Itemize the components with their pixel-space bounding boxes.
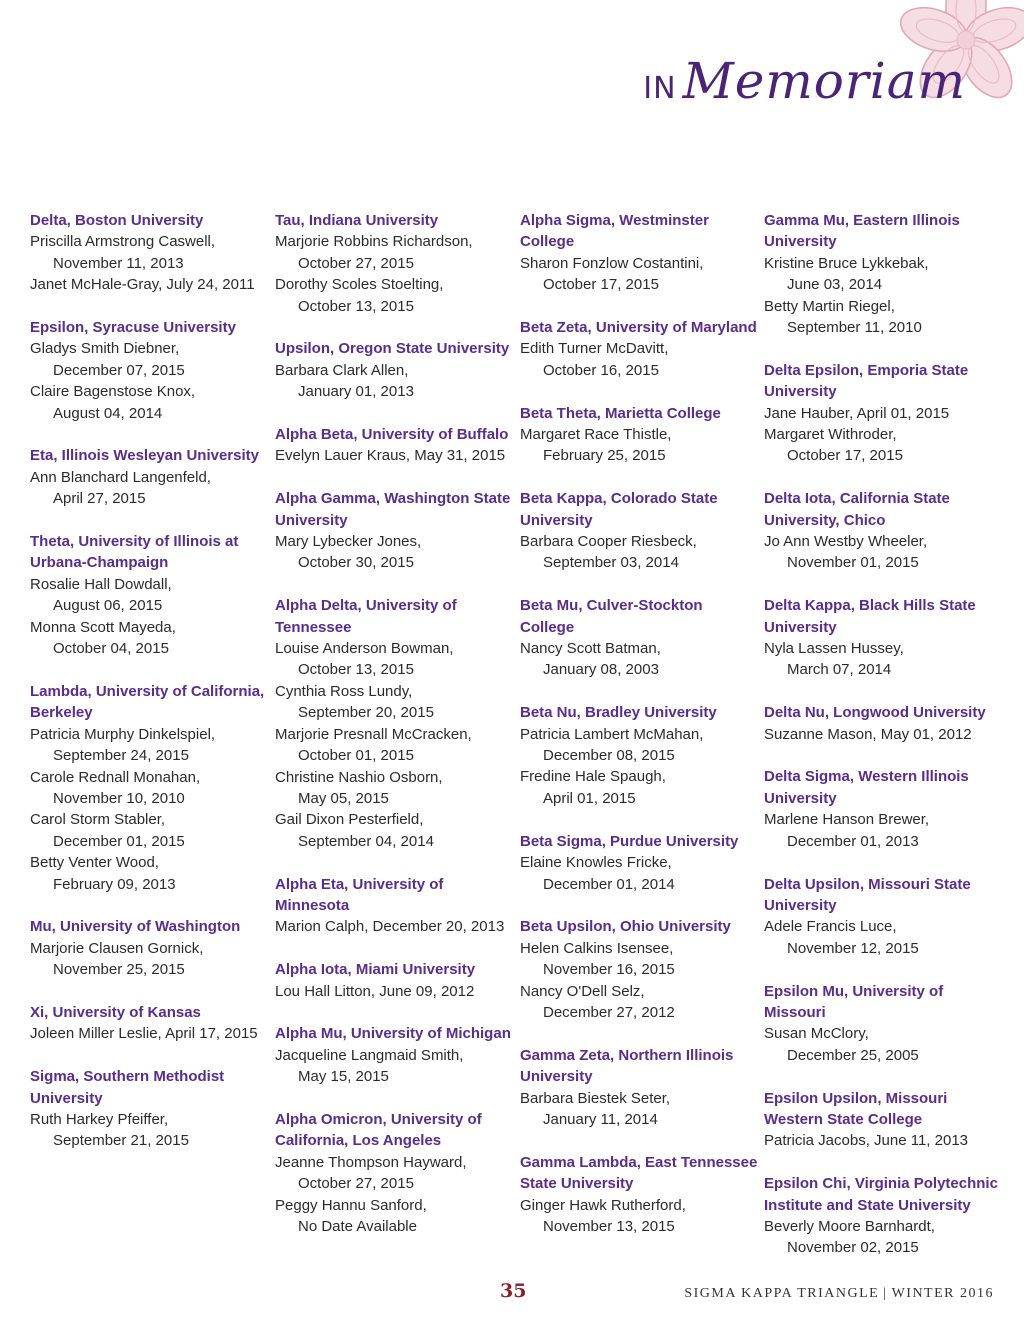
death-date: February 09, 2013 bbox=[53, 875, 176, 893]
memorial-entry bbox=[30, 724, 270, 767]
chapter-title: Lambda, University of California, Berkeley bbox=[30, 682, 265, 722]
chapter-title: Tau, Indiana University bbox=[275, 212, 439, 229]
memorial-entry bbox=[275, 1152, 515, 1195]
member-name: Barbara Biestek Seter, bbox=[520, 1089, 671, 1107]
chapter-section bbox=[30, 445, 270, 509]
chapter-title: Delta Upsilon, Missouri State University bbox=[764, 875, 971, 914]
memorial-entry bbox=[764, 638, 1004, 681]
member-name: Ann Blanchard Langenfeld, bbox=[30, 468, 211, 486]
page-header bbox=[643, 52, 966, 110]
memorial-entry bbox=[764, 424, 1004, 467]
chapter-title: Eta, Illinois Wesleyan University bbox=[30, 447, 259, 465]
chapter-title: Beta Mu, Culver-Stockton College bbox=[520, 597, 703, 636]
chapter-section bbox=[275, 959, 515, 1002]
header-prefix: IN bbox=[643, 71, 677, 106]
death-date: October 27, 2015 bbox=[298, 254, 414, 272]
death-date: October 17, 2015 bbox=[787, 447, 903, 465]
member-name: Janet McHale-Gray, July 24, 2011 bbox=[30, 276, 255, 294]
member-name: Marlene Hanson Brewer, bbox=[764, 811, 930, 829]
chapter-title: Alpha Delta, University of Tennessee bbox=[275, 597, 457, 636]
member-name: Adele Francis Luce, bbox=[764, 918, 897, 936]
death-date: January 01, 2013 bbox=[298, 383, 414, 401]
chapter-section bbox=[520, 1152, 760, 1238]
death-date: December 08, 2015 bbox=[543, 747, 675, 765]
chapter-title: Beta Kappa, Colorado State University bbox=[520, 490, 718, 529]
member-name: Gladys Smith Diebner, bbox=[30, 340, 180, 358]
member-name: Priscilla Armstrong Caswell, bbox=[30, 233, 216, 251]
chapter-section bbox=[275, 424, 515, 467]
death-date: September 03, 2014 bbox=[543, 554, 679, 572]
memorial-entry bbox=[30, 231, 270, 274]
memorial-entry bbox=[764, 1023, 1004, 1066]
member-name: Patricia Lambert McMahan, bbox=[520, 725, 704, 743]
chapter-section bbox=[275, 1109, 515, 1237]
chapter-title: Delta Sigma, Western Illinois University bbox=[764, 768, 969, 807]
memorial-entry bbox=[275, 681, 515, 724]
death-date: February 25, 2015 bbox=[543, 447, 666, 465]
memorial-entry bbox=[30, 852, 270, 895]
chapter-title: Epsilon Chi, Virginia Polytechnic Institute and State University bbox=[764, 1175, 998, 1214]
member-name: Nancy O'Dell Selz, bbox=[520, 982, 645, 1000]
death-date: November 13, 2015 bbox=[543, 1217, 675, 1235]
chapter-title: Mu, University of Washington bbox=[30, 918, 241, 936]
memoriam-column bbox=[30, 210, 270, 1173]
chapter-title: Alpha Sigma, Westminster College bbox=[520, 212, 709, 251]
chapter-section bbox=[30, 1002, 270, 1045]
chapter-section bbox=[764, 981, 1004, 1067]
memorial-entry bbox=[30, 767, 270, 810]
chapter-section bbox=[30, 681, 270, 895]
chapter-title: Epsilon Mu, University of Missouri bbox=[764, 982, 944, 1021]
member-name: Kristine Bruce Lykkebak, bbox=[764, 254, 929, 272]
memorial-entry bbox=[764, 403, 1004, 424]
member-name: Margaret Race Thistle, bbox=[520, 426, 672, 444]
chapter-section bbox=[764, 874, 1004, 960]
member-name: Patricia Jacobs, June 11, 2013 bbox=[764, 1132, 969, 1150]
memorial-entry bbox=[520, 338, 760, 381]
memorial-entry bbox=[30, 274, 270, 295]
death-date: November 16, 2015 bbox=[543, 961, 675, 979]
memorial-entry bbox=[275, 916, 515, 937]
chapter-title: Epsilon Upsilon, Missouri Western State College bbox=[764, 1089, 948, 1128]
chapter-title: Gamma Mu, Eastern Illinois University bbox=[764, 212, 960, 251]
page-number: 35 bbox=[500, 1280, 527, 1302]
chapter-section bbox=[764, 702, 1004, 745]
chapter-title: Gamma Zeta, Northern Illinois University bbox=[520, 1046, 734, 1086]
death-date: September 20, 2015 bbox=[298, 704, 434, 722]
memorial-entry bbox=[764, 809, 1004, 852]
chapter-section bbox=[520, 831, 760, 895]
memorial-entry bbox=[764, 724, 1004, 745]
member-name: Marjorie Presnall McCracken, bbox=[275, 725, 472, 743]
chapter-title: Beta Nu, Bradley University bbox=[520, 704, 717, 722]
memorial-entry bbox=[30, 617, 270, 660]
memorial-entry bbox=[30, 1023, 270, 1044]
memorial-entry bbox=[30, 467, 270, 510]
memoriam-columns bbox=[30, 210, 1010, 1270]
death-date: No Date Available bbox=[298, 1217, 417, 1235]
chapter-title: Beta Zeta, University of Maryland bbox=[520, 319, 757, 337]
death-date: December 01, 2013 bbox=[787, 832, 919, 850]
memorial-entry bbox=[520, 424, 760, 467]
member-name: Peggy Hannu Sanford, bbox=[275, 1196, 427, 1214]
chapter-section bbox=[520, 595, 760, 681]
chapter-section bbox=[275, 874, 515, 938]
memorial-entry bbox=[275, 638, 515, 681]
member-name: Cynthia Ross Lundy, bbox=[275, 682, 413, 700]
member-name: Marion Calph, December 20, 2013 bbox=[275, 918, 505, 936]
chapter-section bbox=[30, 916, 270, 980]
chapter-section bbox=[520, 210, 760, 296]
memorial-entry bbox=[275, 360, 515, 403]
chapter-title: Alpha Gamma, Washington State University bbox=[275, 490, 511, 529]
death-date: October 13, 2015 bbox=[298, 297, 414, 315]
member-name: Marjorie Robbins Richardson, bbox=[275, 233, 473, 251]
death-date: October 16, 2015 bbox=[543, 361, 659, 379]
chapter-section bbox=[764, 360, 1004, 467]
death-date: May 15, 2015 bbox=[298, 1068, 389, 1086]
death-date: November 01, 2015 bbox=[787, 554, 919, 572]
member-name: Ruth Harkey Pfeiffer, bbox=[30, 1110, 169, 1128]
member-name: Sharon Fonzlow Costantini, bbox=[520, 254, 704, 272]
memorial-entry bbox=[520, 531, 760, 574]
chapter-section bbox=[30, 531, 270, 659]
chapter-title: Sigma, Southern Methodist University bbox=[30, 1068, 225, 1107]
chapter-section bbox=[30, 317, 270, 424]
chapter-section bbox=[520, 1045, 760, 1131]
chapter-section bbox=[275, 595, 515, 852]
chapter-title: Delta Epsilon, Emporia State University bbox=[764, 361, 969, 401]
chapter-title: Alpha Iota, Miami University bbox=[275, 961, 476, 979]
chapter-title: Alpha Mu, University of Michigan bbox=[275, 1025, 511, 1043]
memorial-entry bbox=[520, 766, 760, 809]
memorial-entry bbox=[520, 1088, 760, 1131]
member-name: Carol Storm Stabler, bbox=[30, 811, 166, 829]
member-name: Monna Scott Mayeda, bbox=[30, 618, 176, 636]
member-name: Barbara Cooper Riesbeck, bbox=[520, 533, 697, 551]
memorial-entry bbox=[275, 445, 515, 466]
memoriam-column bbox=[520, 210, 760, 1259]
memorial-entry bbox=[275, 231, 515, 274]
death-date: April 27, 2015 bbox=[53, 490, 146, 508]
member-name: Patricia Murphy Dinkelspiel, bbox=[30, 725, 216, 743]
member-name: Ginger Hawk Rutherford, bbox=[520, 1196, 686, 1214]
member-name: Betty Martin Riegel, bbox=[764, 297, 895, 315]
memorial-entry bbox=[764, 916, 1004, 959]
memorial-entry bbox=[520, 938, 760, 981]
memorial-entry bbox=[30, 809, 270, 852]
publication-footer bbox=[684, 1286, 994, 1302]
memorial-entry bbox=[275, 1045, 515, 1088]
death-date: October 30, 2015 bbox=[298, 554, 414, 572]
member-name: Helen Calkins Isensee, bbox=[520, 939, 674, 957]
death-date: December 07, 2015 bbox=[53, 361, 185, 379]
memorial-entry bbox=[275, 767, 515, 810]
chapter-section bbox=[275, 210, 515, 317]
member-name: Gail Dixon Pesterfield, bbox=[275, 811, 424, 829]
death-date: August 04, 2014 bbox=[53, 404, 163, 422]
member-name: Edith Turner McDavitt, bbox=[520, 340, 669, 358]
member-name: Suzanne Mason, May 01, 2012 bbox=[764, 725, 972, 743]
memorial-entry bbox=[764, 1130, 1004, 1151]
death-date: November 12, 2015 bbox=[787, 939, 919, 957]
memorial-entry bbox=[275, 531, 515, 574]
member-name: Beverly Moore Barnhardt, bbox=[764, 1217, 935, 1235]
chapter-section bbox=[520, 488, 760, 574]
memorial-entry bbox=[520, 852, 760, 895]
member-name: Nyla Lassen Hussey, bbox=[764, 640, 904, 658]
memorial-entry bbox=[520, 981, 760, 1024]
member-name: Christine Nashio Osborn, bbox=[275, 768, 443, 786]
chapter-section bbox=[764, 595, 1004, 681]
memoriam-column bbox=[275, 210, 515, 1259]
memorial-entry bbox=[30, 1109, 270, 1152]
member-name: Carole Rednall Monahan, bbox=[30, 768, 201, 786]
death-date: November 02, 2015 bbox=[787, 1239, 919, 1257]
member-name: Jeanne Thompson Hayward, bbox=[275, 1153, 467, 1171]
chapter-section bbox=[275, 338, 515, 402]
death-date: October 13, 2015 bbox=[298, 661, 414, 679]
memorial-entry bbox=[275, 809, 515, 852]
memorial-entry bbox=[275, 981, 515, 1002]
chapter-title: Delta Iota, California State University, Chico bbox=[764, 490, 950, 529]
death-date: December 25, 2005 bbox=[787, 1046, 919, 1064]
member-name: Rosalie Hall Dowdall, bbox=[30, 575, 172, 593]
chapter-title: Delta, Boston University bbox=[30, 212, 204, 229]
chapter-title: Delta Nu, Longwood University bbox=[764, 704, 986, 722]
chapter-section bbox=[520, 317, 760, 381]
memorial-entry bbox=[764, 1216, 1004, 1259]
member-name: Jacqueline Langmaid Smith, bbox=[275, 1046, 464, 1064]
chapter-section bbox=[764, 488, 1004, 574]
chapter-section bbox=[520, 702, 760, 809]
member-name: Fredine Hale Spaugh, bbox=[520, 768, 666, 786]
publication-name: SIGMA KAPPA TRIANGLE bbox=[684, 1286, 880, 1301]
chapter-section bbox=[275, 1023, 515, 1087]
member-name: Louise Anderson Bowman, bbox=[275, 640, 454, 658]
death-date: September 11, 2010 bbox=[787, 319, 922, 337]
chapter-title: Delta Kappa, Black Hills State University bbox=[764, 597, 976, 636]
member-name: Betty Venter Wood, bbox=[30, 854, 159, 872]
member-name: Mary Lybecker Jones, bbox=[275, 533, 422, 551]
member-name: Barbara Clark Allen, bbox=[275, 361, 409, 379]
issue-label: WINTER 2016 bbox=[891, 1286, 994, 1301]
chapter-title: Beta Upsilon, Ohio University bbox=[520, 918, 731, 936]
death-date: November 25, 2015 bbox=[53, 961, 185, 979]
memorial-entry bbox=[764, 531, 1004, 574]
member-name: Nancy Scott Batman, bbox=[520, 640, 661, 658]
death-date: November 10, 2010 bbox=[53, 789, 185, 807]
death-date: May 05, 2015 bbox=[298, 789, 389, 807]
memorial-entry bbox=[764, 296, 1004, 339]
memorial-entry bbox=[275, 1195, 515, 1238]
death-date: August 06, 2015 bbox=[53, 597, 163, 615]
death-date: October 01, 2015 bbox=[298, 747, 414, 765]
memorial-entry bbox=[520, 724, 760, 767]
chapter-section bbox=[764, 766, 1004, 852]
member-name: Evelyn Lauer Kraus, May 31, 2015 bbox=[275, 447, 506, 465]
chapter-title: Epsilon, Syracuse University bbox=[30, 319, 236, 337]
death-date: January 11, 2014 bbox=[543, 1110, 658, 1128]
chapter-title: Alpha Eta, University of Minnesota bbox=[275, 875, 444, 914]
death-date: December 01, 2014 bbox=[543, 875, 675, 893]
death-date: September 04, 2014 bbox=[298, 832, 434, 850]
death-date: October 17, 2015 bbox=[543, 276, 659, 294]
member-name: Joleen Miller Leslie, April 17, 2015 bbox=[30, 1025, 258, 1043]
memorial-entry bbox=[30, 574, 270, 617]
member-name: Margaret Withroder, bbox=[764, 426, 897, 444]
chapter-section bbox=[764, 210, 1004, 338]
chapter-section bbox=[764, 1173, 1004, 1259]
member-name: Jo Ann Westby Wheeler, bbox=[764, 533, 928, 551]
chapter-section bbox=[30, 1066, 270, 1152]
chapter-title: Beta Theta, Marietta College bbox=[520, 404, 721, 422]
death-date: September 21, 2015 bbox=[53, 1132, 189, 1150]
member-name: Claire Bagenstose Knox, bbox=[30, 383, 196, 401]
memorial-entry bbox=[520, 253, 760, 296]
memorial-entry bbox=[275, 724, 515, 767]
chapter-title: Alpha Omicron, University of California, Los Angeles bbox=[275, 1110, 482, 1150]
chapter-section bbox=[520, 403, 760, 467]
member-name: Elaine Knowles Fricke, bbox=[520, 854, 672, 872]
death-date: November 11, 2013 bbox=[53, 254, 184, 272]
header-title: Memoriam bbox=[682, 52, 966, 110]
chapter-title: Beta Sigma, Purdue University bbox=[520, 832, 739, 850]
memorial-entry bbox=[30, 381, 270, 424]
death-date: June 03, 2014 bbox=[787, 276, 883, 294]
death-date: December 27, 2012 bbox=[543, 1003, 675, 1021]
chapter-section bbox=[275, 488, 515, 574]
chapter-title: Xi, University of Kansas bbox=[30, 1003, 201, 1021]
death-date: September 24, 2015 bbox=[53, 747, 189, 765]
chapter-title: Gamma Lambda, East Tennessee State University bbox=[520, 1153, 758, 1193]
death-date: December 01, 2015 bbox=[53, 832, 185, 850]
death-date: April 01, 2015 bbox=[543, 789, 636, 807]
footer-separator: | bbox=[883, 1286, 888, 1301]
death-date: October 04, 2015 bbox=[53, 640, 169, 658]
chapter-title: Theta, University of Illinois at Urbana-Champaign bbox=[30, 533, 239, 572]
memorial-entry bbox=[520, 638, 760, 681]
chapter-title: Upsilon, Oregon State University bbox=[275, 340, 510, 358]
member-name: Dorothy Scoles Stoelting, bbox=[275, 276, 444, 294]
chapter-section bbox=[520, 916, 760, 1023]
death-date: March 07, 2014 bbox=[787, 661, 892, 679]
memorial-entry bbox=[520, 1195, 760, 1238]
memorial-entry bbox=[30, 938, 270, 981]
chapter-section bbox=[764, 1088, 1004, 1152]
chapter-section bbox=[30, 210, 270, 296]
death-date: October 27, 2015 bbox=[298, 1175, 414, 1193]
memorial-entry bbox=[764, 253, 1004, 296]
member-name: Susan McClory, bbox=[764, 1025, 869, 1043]
member-name: Lou Hall Litton, June 09, 2012 bbox=[275, 982, 475, 1000]
member-name: Jane Hauber, April 01, 2015 bbox=[764, 404, 950, 422]
chapter-title: Alpha Beta, University of Buffalo bbox=[275, 426, 509, 444]
member-name: Marjorie Clausen Gornick, bbox=[30, 939, 204, 957]
memorial-entry bbox=[30, 338, 270, 381]
death-date: January 08, 2003 bbox=[543, 661, 659, 679]
memorial-entry bbox=[275, 274, 515, 317]
memoriam-column bbox=[764, 210, 1004, 1280]
